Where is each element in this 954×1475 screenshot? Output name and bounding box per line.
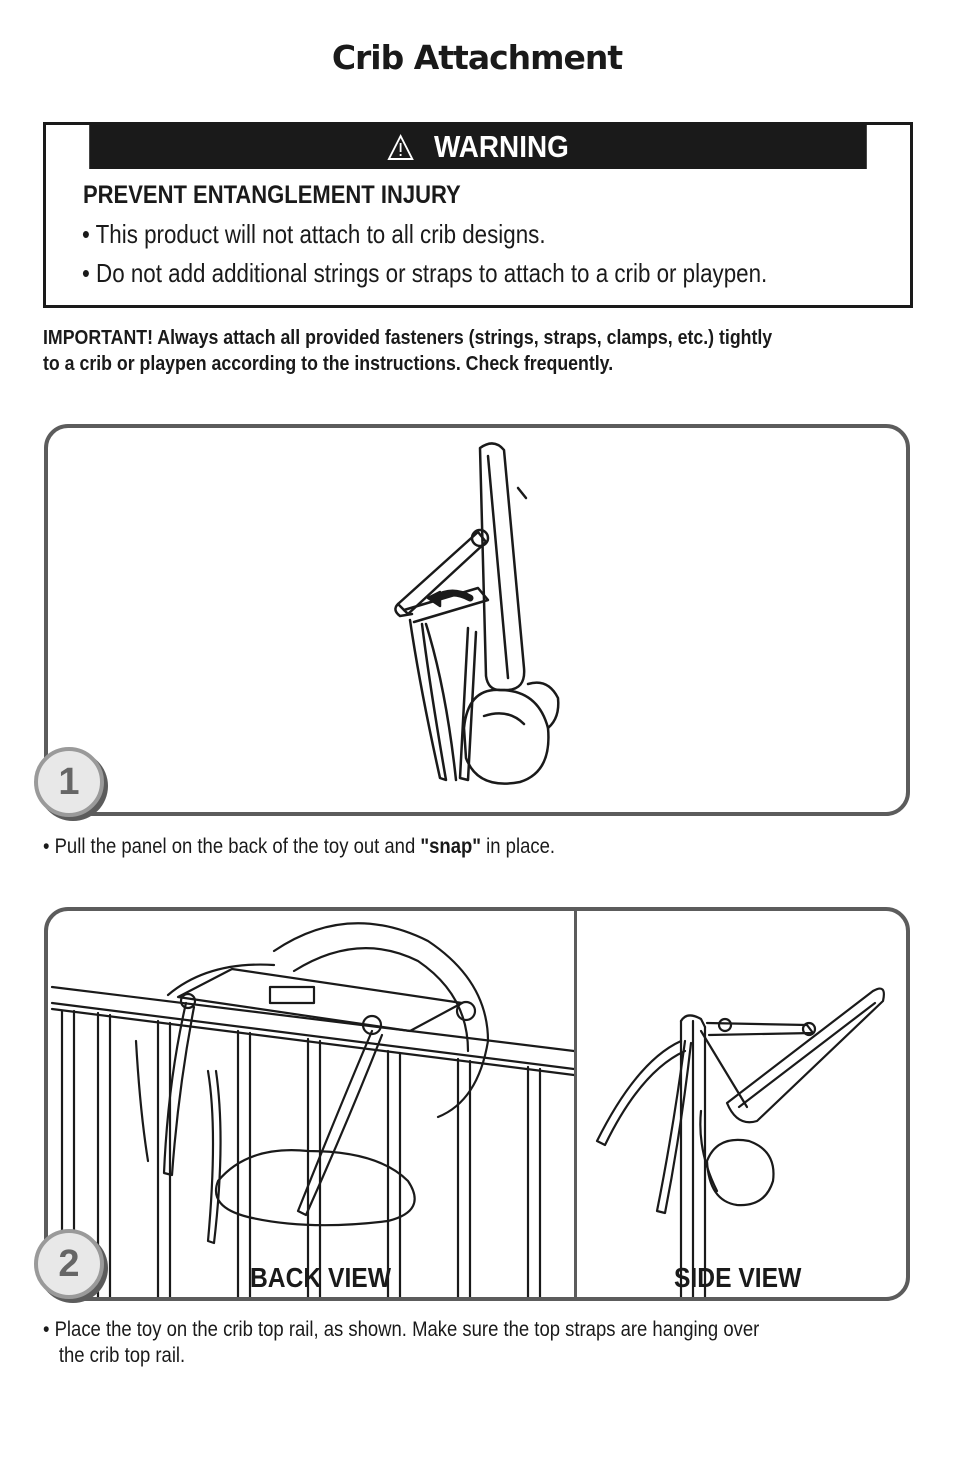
step-2-instruction — [43, 1317, 923, 1369]
warning-box — [43, 122, 913, 308]
step-1-illustration-panel — [44, 424, 910, 816]
page-title: Crib Attachment — [331, 38, 623, 77]
step-1-text-part: • Pull the panel on the back of the toy out and — [43, 835, 421, 858]
warning-bullet: • This product will not attach to all crib designs. — [82, 219, 546, 249]
back-view-label: BACK VIEW — [250, 1262, 392, 1293]
step-2-line: the crib top rail. — [58, 1344, 186, 1367]
warning-subheading: PREVENT ENTANGLEMENT INJURY — [83, 181, 461, 209]
step-2-number-badge: 2 — [34, 1229, 104, 1299]
warning-bullet: • Do not add additional strings or straps to attach to a crib or playpen. — [82, 258, 768, 288]
side-view-label: SIDE VIEW — [674, 1262, 802, 1293]
toy-panel-snap-illustration — [48, 428, 906, 812]
step-1-number-badge: 1 — [34, 747, 104, 817]
important-line: to a crib or playpen according to the instructions. Check frequently. — [43, 352, 614, 375]
step-1-instruction — [43, 834, 923, 860]
important-line: IMPORTANT! Always attach all provided fasteners (strings, straps, clamps, etc.) tightly — [43, 326, 773, 349]
important-note — [43, 325, 908, 377]
crib-side-view-illustration — [577, 911, 907, 1297]
warning-header-label: WARNING — [433, 129, 569, 164]
warning-list — [82, 219, 925, 297]
step-2-line: • Place the toy on the crib top rail, as shown. Make sure the top straps are hanging over — [43, 1318, 760, 1341]
step-1-snap-emphasis: "snap" — [420, 835, 482, 858]
warning-triangle-icon — [387, 133, 414, 161]
warning-header — [89, 125, 867, 169]
step-1-text-part: in place. — [481, 835, 556, 858]
crib-back-view-illustration — [48, 911, 574, 1297]
step-2-illustration-panel — [44, 907, 910, 1301]
